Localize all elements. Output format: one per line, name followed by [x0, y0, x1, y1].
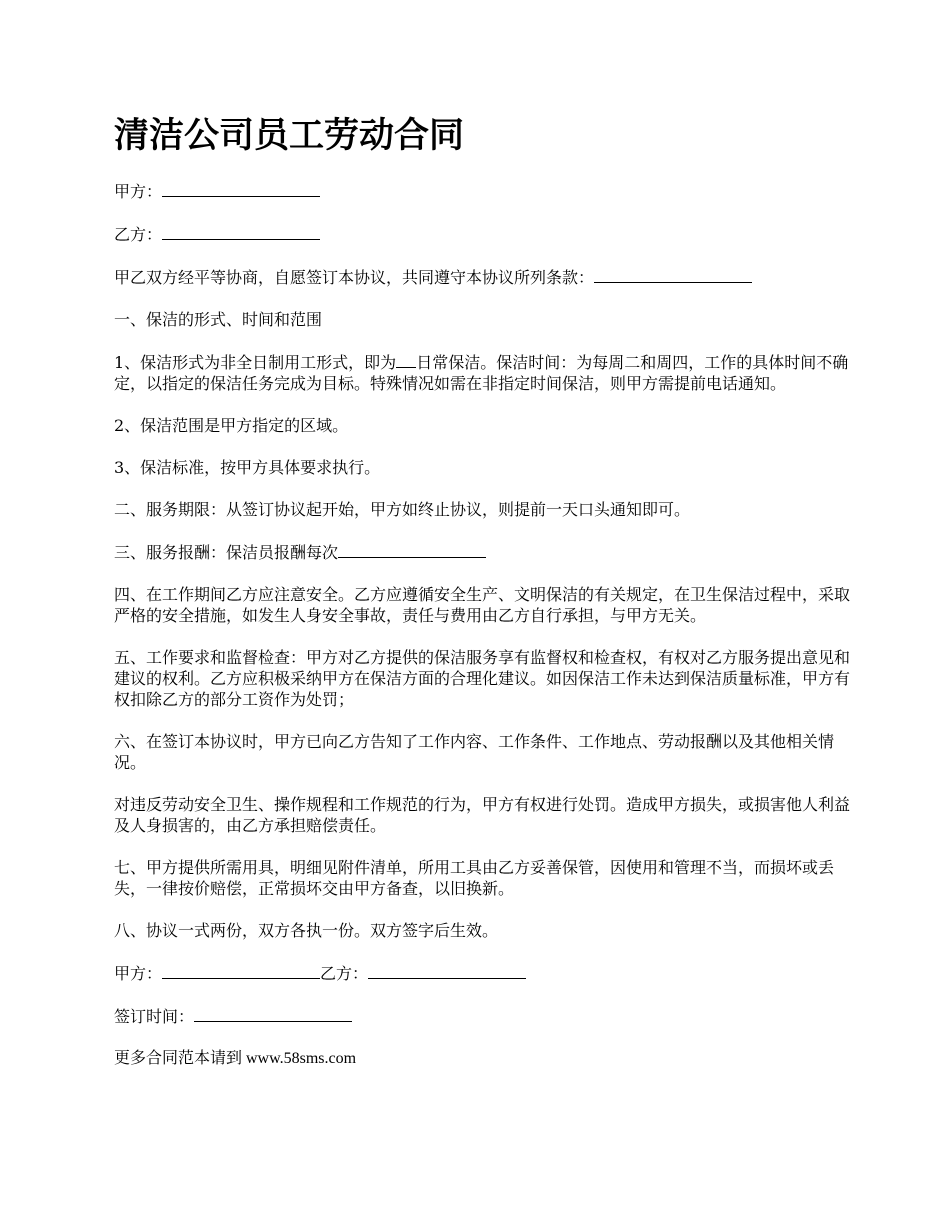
document-title: 清洁公司员工劳动合同 — [114, 115, 465, 156]
party-b-label: 乙方： — [114, 225, 163, 244]
clause-1 — [114, 351, 852, 394]
section-4: 四、在工作期间乙方应注意安全。乙方应遵循安全生产、文明保洁的有关规定，在卫生保洁过程中，采取严格的安全措施，如发生人身安全事故，责任与费用由乙方自行承担，与甲方无关。 — [114, 585, 851, 625]
document-body — [114, 112, 852, 1090]
sign-party-b-blank — [368, 962, 526, 979]
section-3-text: 三、服务报酬：保洁员报酬每次 — [114, 543, 339, 562]
section-6b: 对违反劳动安全卫生、操作规程和工作规范的行为，甲方有权进行处罚。造成甲方损失，或损害他人利益及人身损害的，由乙方承担赔偿责任。 — [114, 795, 851, 835]
sign-party-a-blank — [162, 962, 320, 979]
sign-party-b-label: 乙方： — [320, 964, 369, 983]
sign-date-blank — [194, 1005, 352, 1022]
party-b-line — [114, 223, 852, 245]
intro-line — [114, 266, 852, 288]
party-a-label: 甲方： — [114, 182, 163, 201]
sign-date-line — [114, 1005, 852, 1027]
section-5: 五、工作要求和监督检查：甲方对乙方提供的保洁服务享有监督权和检查权，有权对乙方服务提出意见和建议的权利。乙方应积极采纳甲方在保洁方面的合理化建议。如因保洁工作未达到保洁质量标准，甲方有权扣除乙方的部分工资作为处罚； — [114, 648, 851, 709]
section-3-blank — [338, 541, 486, 558]
party-a-line — [114, 180, 852, 202]
party-b-blank — [162, 223, 320, 240]
section-6: 六、在签订本协议时，甲方已向乙方告知了工作内容、工作条件、工作地点、劳动报酬以及其他相关情况。 — [114, 732, 835, 772]
section-2: 二、服务期限：从签订协议起开始，甲方如终止协议，则提前一天口头通知即可。 — [114, 500, 691, 519]
intro-blank — [594, 266, 752, 283]
signature-line — [114, 962, 852, 984]
section-7: 七、甲方提供所需用具，明细见附件清单，所用工具由乙方妥善保管，因使用和管理不当，而损坏或丢失，一律按价赔偿，正常损坏交由甲方备查，以旧换新。 — [114, 858, 835, 898]
clause-1-part2: 日常保洁。保洁时间：为每周二和周四，工作的具体时间不确定，以指定的保洁任务完成为目标。特殊情况如需在非指定时间保洁，则甲方需提前电话通知。 — [114, 353, 849, 393]
clause-2: 2、保洁范围是甲方指定的区域。 — [114, 416, 349, 435]
clause-1-part1: 1、保洁形式为非全日制用工形式，即为 — [114, 353, 397, 372]
footer-link: 更多合同范本请到 www.58sms.com — [114, 1050, 357, 1067]
clause-3: 3、保洁标准，按甲方具体要求执行。 — [114, 458, 381, 477]
sign-party-a-label: 甲方： — [114, 964, 163, 983]
sign-date-label: 签订时间： — [114, 1007, 195, 1026]
party-a-blank — [162, 180, 320, 197]
section1-heading: 一、保洁的形式、时间和范围 — [114, 310, 323, 329]
section-8: 八、协议一式两份，双方各执一份。双方签字后生效。 — [114, 921, 499, 940]
clause-1-blank — [396, 351, 416, 368]
intro-text: 甲乙双方经平等协商，自愿签订本协议，共同遵守本协议所列条款： — [114, 268, 595, 287]
section-3-line — [114, 541, 852, 563]
